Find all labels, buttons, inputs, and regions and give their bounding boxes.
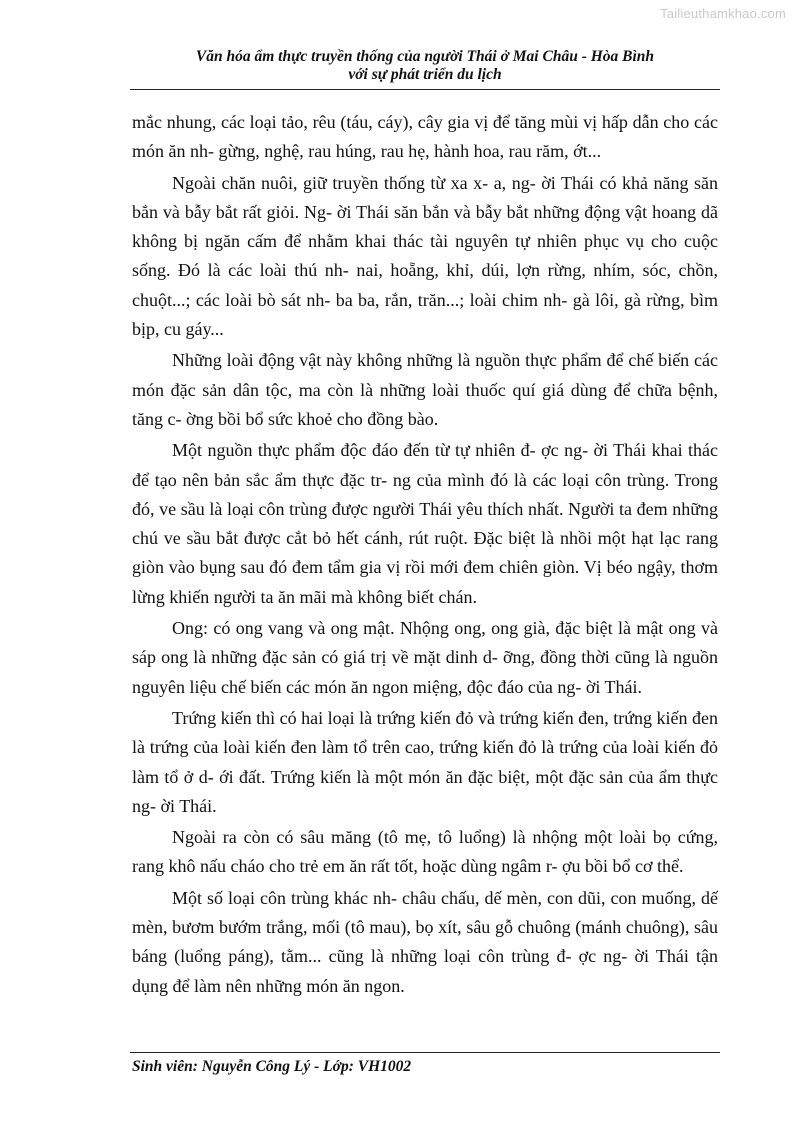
paragraph: Ong: có ong vang và ong mật. Nhộng ong, ong già, đặc biệt là mật ong và sáp ong là những đặc sản có giá trị về mặt dinh d- ỡng, đồng thời cũng là nguồn nguyên liệu chế biến các món ăn ngon miệng, độc đáo của ng- ời Thái. bbox=[132, 618, 718, 697]
watermark: Tailieuthamkhao.com bbox=[660, 6, 786, 21]
document-body bbox=[132, 108, 718, 1001]
paragraph: Trứng kiến thì có hai loại là trứng kiến đỏ và trứng kiến đen, trứng kiến đen là trứng của loài kiến đen làm tổ trên cao, trứng kiến đỏ là trứng của loài kiến đỏ làm tổ ở d- ới đất. Trứng kiến là một món ăn đặc biệt, một đặc sản của ẩm thực ng- ời Thái. bbox=[132, 707, 718, 816]
footer-divider bbox=[130, 1052, 720, 1053]
paragraph: Ngoài chăn nuôi, giữ truyền thống từ xa x- a, ng- ời Thái có khả năng săn bắn và bẫy bắt rất giỏi. Ng- ời Thái săn bắn và bẫy bắt những động vật hoang dã không bị ngăn cấm để nhằm khai thác tài nguyên tự nhiên phục vụ cho cuộc sống. Đó là các loài thú nh- nai, hoẵng, khỉ, dúi, lợn rừng, nhím, sóc, chồn, chuột...; các loài bò sát nh- ba ba, rắn, trăn...; loài chim nh- gà lôi, gà rừng, bìm bịp, cu gáy... bbox=[132, 172, 718, 340]
paragraph: Một số loại côn trùng khác nh- châu chấu, dế mèn, con dũi, con muống, dế mèn, bươm bướm trắng, mối (tô mau), bọ xít, sâu gỗ chuông (mánh chuông), sâu báng (luổng páng), tằm... cũng là những loại côn trùng đ- ợc ng- ời Thái tận dụng để làm nên những món ăn ngon. bbox=[132, 887, 718, 996]
paragraph: mắc nhung, các loại tảo, rêu (táu, cáy), cây gia vị để tăng mùi vị hấp dẫn cho các món ăn nh- gừng, nghệ, rau húng, rau hẹ, hành hoa, rau răm, ớt... bbox=[132, 112, 718, 162]
paragraph: Những loài động vật này không những là nguồn thực phẩm để chế biến các món đặc sản dân tộc, ma còn là những loài thuốc quí giá dùng để chữa bệnh, tăng c- ờng bồi bổ sức khoẻ cho đồng bào. bbox=[132, 350, 718, 429]
page-header bbox=[130, 48, 720, 84]
paragraph: Ngoài ra còn có sâu măng (tô mẹ, tô luổng) là nhộng một loài bọ cứng, rang khô nấu cháo cho trẻ em ăn rất tốt, hoặc dùng ngâm r- ợu bồi bổ cơ thể. bbox=[132, 827, 718, 877]
header-title-line-1: Văn hóa ẩm thực truyền thống của người Thái ở Mai Châu - Hòa Bình bbox=[195, 48, 655, 65]
header-title-line-2: với sự phát triển du lịch bbox=[348, 66, 502, 83]
paragraph: Một nguồn thực phẩm độc đáo đến từ tự nhiên đ- ợc ng- ời Thái khai thác để tạo nên bản sắc ẩm thực đặc tr- ng của mình đó là các loại côn trùng. Trong đó, ve sầu là loại côn trùng được người Thái yêu thích nhất. Người ta đem những chú ve sầu bắt được cắt bỏ hết cánh, rút ruột. Đặc biệt là nhồi một hạt lạc rang giòn vào bụng sau đó đem tẩm gia vị rồi mới đem chiên giòn. Vị béo ngậy, thơm lừng khiến người ta ăn mãi mà không biết chán. bbox=[132, 440, 718, 607]
header-divider bbox=[130, 89, 720, 90]
page-footer: Sinh viên: Nguyễn Công Lý - Lớp: VH1002 bbox=[132, 1058, 412, 1075]
